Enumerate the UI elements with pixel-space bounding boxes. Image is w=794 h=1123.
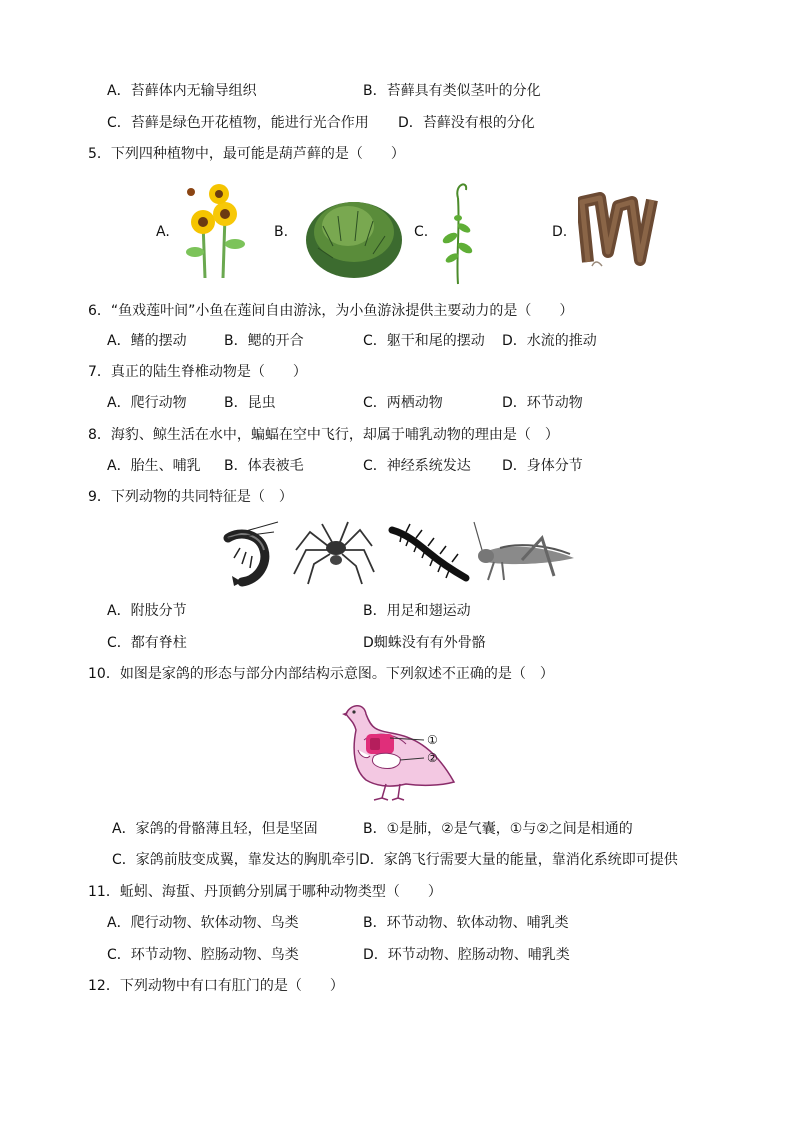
q11-option-b: B．环节动物、软体动物、哺乳类 bbox=[363, 915, 569, 931]
q7-option-d: D．环节动物 bbox=[502, 395, 583, 411]
q5-stem: 5．下列四种植物中，最可能是葫芦藓的是（ ） bbox=[88, 146, 405, 162]
seaweed-image bbox=[578, 192, 658, 270]
q4-option-c: C．苔藓是绿色开花植物，能进行光合作用 bbox=[107, 115, 369, 131]
q10-mark-1: ① bbox=[427, 733, 438, 747]
q5-label-b: B. bbox=[274, 224, 289, 240]
q4-option-d: D．苔藓没有根的分化 bbox=[398, 115, 535, 131]
fern-sprout-image bbox=[440, 178, 474, 288]
grasshopper-image bbox=[470, 518, 580, 588]
q6-stem: 6．“鱼戏莲叶间”小鱼在莲间自由游泳，为小鱼游泳提供主要动力的是（ ） bbox=[88, 303, 574, 319]
q5-label-a: A. bbox=[156, 224, 170, 240]
q9-stem: 9．下列动物的共同特征是（ ） bbox=[88, 489, 293, 505]
q6-option-d: D．水流的推动 bbox=[502, 333, 597, 349]
q7-option-a: A．爬行动物 bbox=[107, 395, 187, 411]
spider-image bbox=[292, 520, 376, 586]
q10-option-b: B．①是肺，②是气囊，①与②之间是相通的 bbox=[363, 821, 633, 837]
q5-label-d: D. bbox=[552, 224, 568, 240]
q7-option-c: C．两栖动物 bbox=[363, 395, 443, 411]
q6-option-c: C．躯干和尾的摆动 bbox=[363, 333, 485, 349]
q11-option-c: C．环节动物、腔肠动物、鸟类 bbox=[107, 947, 299, 963]
q9-option-b: B．用足和翅运动 bbox=[363, 603, 471, 619]
q9-option-a: A．附肢分节 bbox=[107, 603, 187, 619]
q9-option-c: C．都有脊柱 bbox=[107, 635, 187, 651]
q11-option-d: D．环节动物、腔肠动物、哺乳类 bbox=[363, 947, 570, 963]
moss-clump-image bbox=[303, 186, 405, 280]
q7-option-b: B．昆虫 bbox=[224, 395, 276, 411]
q6-option-b: B．鳃的开合 bbox=[224, 333, 304, 349]
q7-stem: 7．真正的陆生脊椎动物是（ ） bbox=[88, 364, 307, 380]
q10-option-a: A．家鸽的骨骼薄且轻，但是坚固 bbox=[112, 821, 318, 837]
q8-option-b: B．体表被毛 bbox=[224, 458, 304, 474]
shrimp-image bbox=[220, 518, 282, 588]
q11-stem: 11．蚯蚓、海蜇、丹顶鹤分别属于哪种动物类型（ ） bbox=[88, 884, 442, 900]
q8-stem: 8．海豹、鲸生活在水中，蝙蝠在空中飞行，却属于哺乳动物的理由是（ ） bbox=[88, 427, 559, 443]
centipede-image bbox=[386, 520, 472, 584]
q10-option-c: C．家鸽前肢变成翼，靠发达的胸肌牵引 bbox=[112, 852, 360, 868]
q4-option-b: B．苔藓具有类似茎叶的分化 bbox=[363, 83, 541, 99]
q8-option-d: D．身体分节 bbox=[502, 458, 583, 474]
sunflower-image bbox=[183, 182, 247, 280]
q12-stem: 12．下列动物中有口有肛门的是（ ） bbox=[88, 978, 344, 994]
q10-option-d: D．家鸽飞行需要大量的能量，靠消化系统即可提供 bbox=[359, 852, 678, 868]
q9-option-d: D蜘蛛没有有外骨骼 bbox=[363, 635, 486, 651]
q4-option-a: A．苔藓体内无输导组织 bbox=[107, 83, 257, 99]
q8-option-c: C．神经系统发达 bbox=[363, 458, 471, 474]
pigeon-diagram bbox=[336, 700, 460, 804]
q10-stem: 10．如图是家鸽的形态与部分内部结构示意图。下列叙述不正确的是（ ） bbox=[88, 666, 554, 682]
q8-option-a: A．胎生、哺乳 bbox=[107, 458, 201, 474]
q11-option-a: A．爬行动物、软体动物、鸟类 bbox=[107, 915, 299, 931]
q6-option-a: A．鳍的摆动 bbox=[107, 333, 187, 349]
q10-mark-2: ② bbox=[427, 751, 438, 765]
q5-label-c: C. bbox=[414, 224, 429, 240]
